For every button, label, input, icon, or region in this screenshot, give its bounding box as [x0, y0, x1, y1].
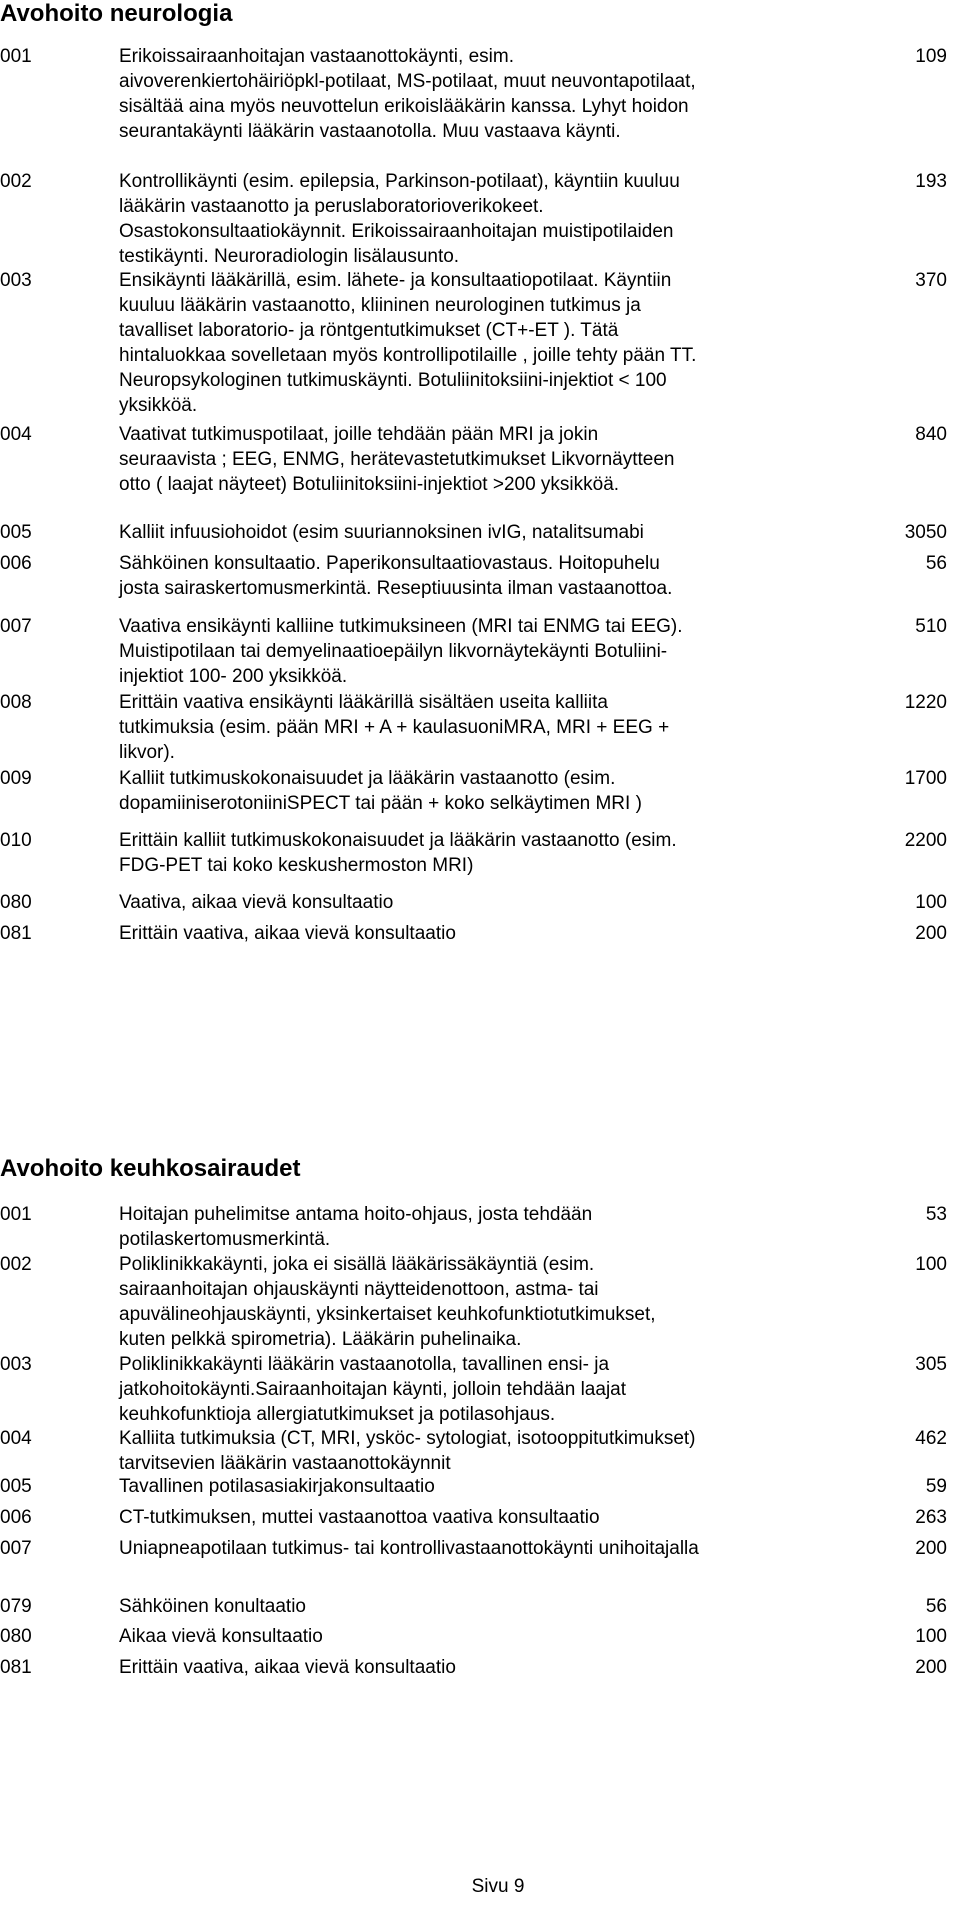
section-title-keuhkosairaudet: Avohoito keuhkosairaudet	[0, 1155, 301, 1182]
row-code: 005	[0, 522, 32, 543]
description-line: apuvälineohjauskäynti, yksinkertaiset keuhkofunktiotutkimukset,	[119, 1304, 656, 1325]
row-code: 004	[0, 1428, 32, 1449]
description-line: seurantakäynti lääkärin vastaanotolla. Muu vastaava käynti.	[119, 121, 621, 142]
row-code: 003	[0, 270, 32, 291]
description-line: otto ( laajat näyteet) Botuliinitoksiini-injektiot >200 yksikköä.	[119, 474, 620, 495]
description-line: injektiot 100- 200 yksikköä.	[119, 666, 348, 687]
row-description	[119, 690, 879, 765]
row-price: 1700	[904, 768, 947, 789]
row-description	[119, 614, 879, 689]
description-line: hintaluokkaa sovelletaan myös kontrollipotilaille , joille tehty pään TT.	[119, 345, 697, 366]
description-line: Vaativat tutkimuspotilaat, joille tehdään pään MRI ja jokin	[119, 424, 599, 445]
description-line: seuraavista ; EEG, ENMG, herätevastetutkimukset Likvornäytteen	[119, 449, 675, 470]
row-code: 079	[0, 1596, 32, 1617]
description-line: Uniapneapotilaan tutkimus- tai kontrollivastaanottokäynti unihoitajalla	[119, 1538, 699, 1559]
row-price: 2200	[904, 830, 947, 851]
row-code: 002	[0, 1254, 32, 1275]
row-description	[119, 1426, 879, 1476]
description-line: Sähköinen konsultaatio. Paperikonsultaatiovastaus. Hoitopuhelu	[119, 553, 660, 574]
description-line: tutkimuksia (esim. pään MRI + A + kaulasuoniMRA, MRI + EEG +	[119, 717, 670, 738]
description-line: sisältää aina myös neuvottelun erikoislääkärin kanssa. Lyhyt hoidon	[119, 96, 689, 117]
row-price: 840	[915, 424, 947, 445]
description-line: yksikköä.	[119, 395, 198, 416]
row-description	[119, 1252, 879, 1352]
row-code: 008	[0, 692, 32, 713]
description-line: dopamiiniserotoniiniSPECT tai pään + koko selkäytimen MRI )	[119, 793, 642, 814]
row-price: 1220	[904, 692, 947, 713]
description-line: tarvitsevien lääkärin vastaanottokäynnit	[119, 1453, 451, 1474]
row-description	[119, 1202, 879, 1252]
row-description	[119, 1594, 879, 1619]
row-price: 200	[915, 923, 947, 944]
description-line: testikäynti. Neuroradiologin lisälausunto.	[119, 246, 460, 267]
description-line: jatkohoitokäynti.Sairaanhoitajan käynti, jolloin tehdään laajat	[119, 1379, 627, 1400]
row-price: 462	[915, 1428, 947, 1449]
row-description	[119, 1536, 939, 1561]
row-description	[119, 551, 879, 601]
row-price: 100	[915, 1254, 947, 1275]
description-line: kuten pelkkä spirometria). Lääkärin puhelinaika.	[119, 1329, 522, 1350]
row-code: 081	[0, 923, 32, 944]
page-number: Sivu 9	[471, 1876, 525, 1897]
row-description	[119, 1352, 879, 1427]
description-line: Erittäin vaativa, aikaa vievä konsultaatio	[119, 1657, 456, 1678]
row-code: 010	[0, 830, 32, 851]
row-price: 200	[915, 1538, 947, 1559]
row-code: 080	[0, 1626, 32, 1647]
page-footer	[0, 1876, 960, 1898]
section-title-neurologia: Avohoito neurologia	[0, 0, 233, 27]
description-line: potilaskertomusmerkintä.	[119, 1229, 331, 1250]
description-line: Hoitajan puhelimitse antama hoito-ohjaus, josta tehdään	[119, 1204, 593, 1225]
row-price: 370	[915, 270, 947, 291]
row-code: 080	[0, 892, 32, 913]
row-code: 081	[0, 1657, 32, 1678]
row-description	[119, 44, 879, 144]
row-description	[119, 422, 879, 497]
row-description	[119, 1655, 879, 1680]
row-code: 001	[0, 1204, 32, 1225]
row-price: 59	[925, 1476, 947, 1497]
description-line: Sähköinen konultaatio	[119, 1596, 306, 1617]
description-line: Kalliit tutkimuskokonaisuudet ja lääkärin vastaanotto (esim.	[119, 768, 616, 789]
description-line: Vaativa ensikäynti kalliine tutkimuksineen (MRI tai ENMG tai EEG).	[119, 616, 683, 637]
row-price: 200	[915, 1657, 947, 1678]
description-line: Ensikäynti lääkärillä, esim. lähete- ja konsultaatiopotilaat. Käyntiin	[119, 270, 672, 291]
row-description	[119, 890, 879, 915]
row-price: 305	[915, 1354, 947, 1375]
row-code: 006	[0, 553, 32, 574]
description-line: lääkärin vastaanotto ja peruslaboratorioverikokeet.	[119, 196, 544, 217]
row-description	[119, 1624, 879, 1649]
row-description	[119, 520, 879, 545]
row-code: 006	[0, 1507, 32, 1528]
description-line: FDG-PET tai koko keskushermoston MRI)	[119, 855, 474, 876]
row-code: 005	[0, 1476, 32, 1497]
row-description	[119, 766, 879, 816]
description-line: Erikoissairaanhoitajan vastaanottokäynti, esim.	[119, 46, 514, 67]
description-line: tavalliset laboratorio- ja röntgentutkimukset (CT+-ET ). Tätä	[119, 320, 619, 341]
row-description	[119, 268, 879, 418]
row-description	[119, 921, 879, 946]
description-line: CT-tutkimuksen, muttei vastaanottoa vaativa konsultaatio	[119, 1507, 600, 1528]
row-code: 002	[0, 171, 32, 192]
description-line: Vaativa, aikaa vievä konsultaatio	[119, 892, 394, 913]
row-price: 53	[925, 1204, 947, 1225]
row-price: 56	[925, 553, 947, 574]
row-code: 003	[0, 1354, 32, 1375]
row-price: 263	[915, 1507, 947, 1528]
row-description	[119, 169, 879, 269]
row-price: 510	[915, 616, 947, 637]
description-line: aivoverenkiertohäiriöpkl-potilaat, MS-potilaat, muut neuvontapotilaat,	[119, 71, 696, 92]
description-line: keuhkofunktioja allergiatutkimukset ja potilasohjaus.	[119, 1404, 556, 1425]
description-line: Poliklinikkakäynti lääkärin vastaanotolla, tavallinen ensi- ja	[119, 1354, 610, 1375]
row-price: 100	[915, 892, 947, 913]
row-code: 001	[0, 46, 32, 67]
row-price: 100	[915, 1626, 947, 1647]
description-line: Kalliita tutkimuksia (CT, MRI, ysköс- sytologiat, isotooppitutkimukset)	[119, 1428, 696, 1449]
description-line: likvor).	[119, 742, 175, 763]
description-line: sairaanhoitajan ohjauskäynti näytteidenottoon, astma- tai	[119, 1279, 599, 1300]
description-line: Aikaa vievä konsultaatio	[119, 1626, 323, 1647]
description-line: Kontrollikäynti (esim. epilepsia, Parkinson-potilaat), käyntiin kuuluu	[119, 171, 680, 192]
row-description	[119, 1474, 879, 1499]
row-description	[119, 828, 879, 878]
row-description	[119, 1505, 879, 1530]
row-price: 3050	[904, 522, 947, 543]
row-code: 004	[0, 424, 32, 445]
description-line: Muistipotilaan tai demyelinaatioepäilyn likvornäytekäynti Botuliini-	[119, 641, 668, 662]
description-line: Erittäin vaativa, aikaa vievä konsultaatio	[119, 923, 456, 944]
description-line: josta sairaskertomusmerkintä. Reseptiuusinta ilman vastaanottoa.	[119, 578, 673, 599]
row-code: 009	[0, 768, 32, 789]
description-line: Erittäin vaativa ensikäynti lääkärillä sisältäen useita kalliita	[119, 692, 608, 713]
row-price: 56	[925, 1596, 947, 1617]
description-line: Erittäin kalliit tutkimuskokonaisuudet ja lääkärin vastaanotto (esim.	[119, 830, 677, 851]
description-line: Neuropsykologinen tutkimuskäynti. Botuliinitoksiini-injektiot < 100	[119, 370, 667, 391]
description-line: Tavallinen potilasasiakirjakonsultaatio	[119, 1476, 435, 1497]
row-code: 007	[0, 616, 32, 637]
row-price: 193	[915, 171, 947, 192]
description-line: Kalliit infuusiohoidot (esim suuriannoksinen ivIG, natalitsumabi	[119, 522, 644, 543]
description-line: Poliklinikkakäynti, joka ei sisällä lääkärissäkäyntiä (esim.	[119, 1254, 595, 1275]
row-code: 007	[0, 1538, 32, 1559]
description-line: Osastokonsultaatiokäynnit. Erikoissairaanhoitajan muistipotilaiden	[119, 221, 674, 242]
row-price: 109	[915, 46, 947, 67]
description-line: kuuluu lääkärin vastaanotto, kliininen neurologinen tutkimus ja	[119, 295, 641, 316]
